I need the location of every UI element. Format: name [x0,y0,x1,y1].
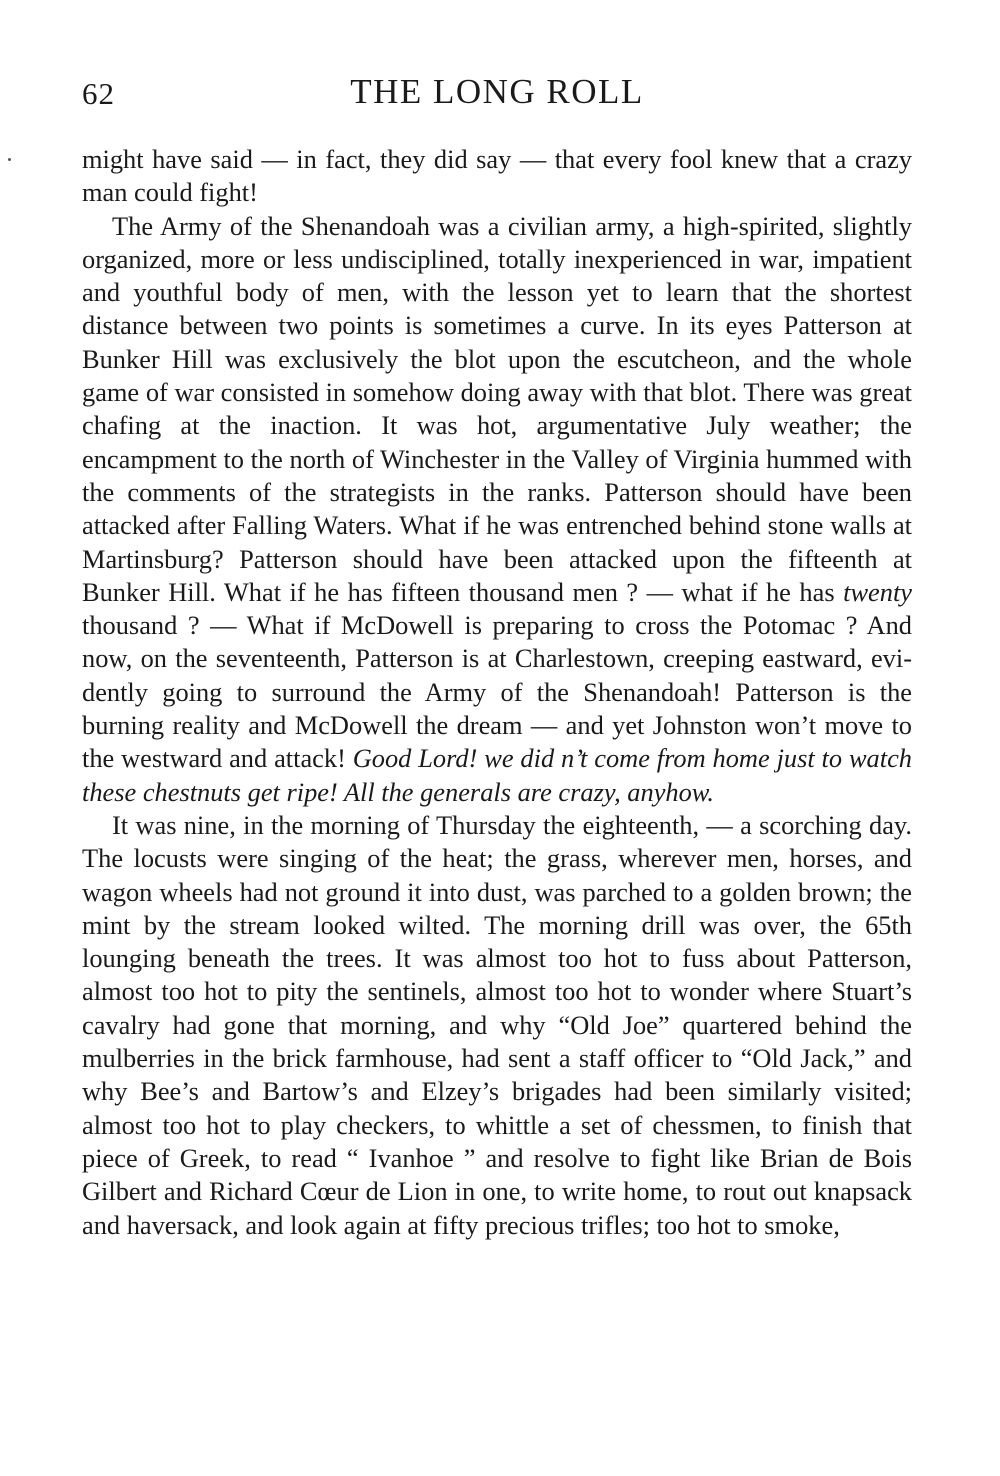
running-head [82,72,912,118]
paragraph-p1 [82,143,912,210]
page-number: 62 [82,76,115,111]
paragraph-p2 [82,210,912,809]
margin-speck [8,158,11,161]
text-run: The Army of the Shenandoah was a civilian army, a high-spirited, slightly organized, more or less undisciplined, totally inexperienced in war, impatient and youthful body of men, with the lesson yet to learn that the shortest distance between two points is sometimes a curve. In its eyes Patterson at Bunker Hill was exclusively the blot upon the escutcheon, and the whole game of war consisted in somehow doing away with that blot. There was great chafing at the inaction. It was hot, argumentative July weather; the encampment to the north of Winchester in the Valley of Virginia hummed with the comments of the strategists in the ranks. Patterson should have been attacked after Falling Waters. What if he was entrenched behind stone walls at Martinsburg? Patterson should have been attacked upon the fifteenth at Bunker Hill. What if he has fifteen thousand men ? — what if he has [82,210,912,607]
text-run: It was nine, in the morning of Thursday the eighteenth, — a scorching day. The locusts were singing of the heat; the grass, wherever men, horses, and wagon wheels had not ground it into dust, was parched to a golden brown; the mint by the stream looked wilted. The morning drill was over, the 65th lounging beneath the trees. It was almost too hot to fuss about Patterson, almost too hot to pity the sentinels, almost too hot to wonder where Stuart’s cavalry had gone that morning, and why “Old Joe” quartered behind the mulberries in the brick farmhouse, had sent a staff officer to “Old Jack,” and why Bee’s and Bartow’s and Elzey’s brigades had been similarly visited; almost too hot to play checkers, to whittle a set of chessmen, to finish that piece of Greek, to read “ Ivanhoe ” and resolve to fight like Brian de Bois Gilbert and Richard Cœur de Lion in one, to write home, to rout out knapsack and haversack, and look again at fifty precious trifles; too hot to smoke, [82,809,912,1240]
body-text [82,143,912,1242]
text-run: thousand ? — What if McDowell is preparing to cross the Potomac ? And now, on the seventeenth, Patterson is at Charlestown, creeping eastward, evidently going to surround the Army of the Shenandoah! Patterson is the burning reality and McDowell the dream — and yet Johnston won’t move to the westward and attack! [82,610,912,774]
italic-text: Good Lord! we did n’t come from home just to watch these chestnuts get ripe! All the generals are crazy, anyhow. [82,743,912,807]
running-title: THE LONG ROLL [350,72,644,111]
italic-text: twenty [843,576,912,607]
text-run: might have said — in fact, they did say — that every fool knew that a crazy man could fight! [82,144,912,208]
paragraph-p3 [82,809,912,1242]
